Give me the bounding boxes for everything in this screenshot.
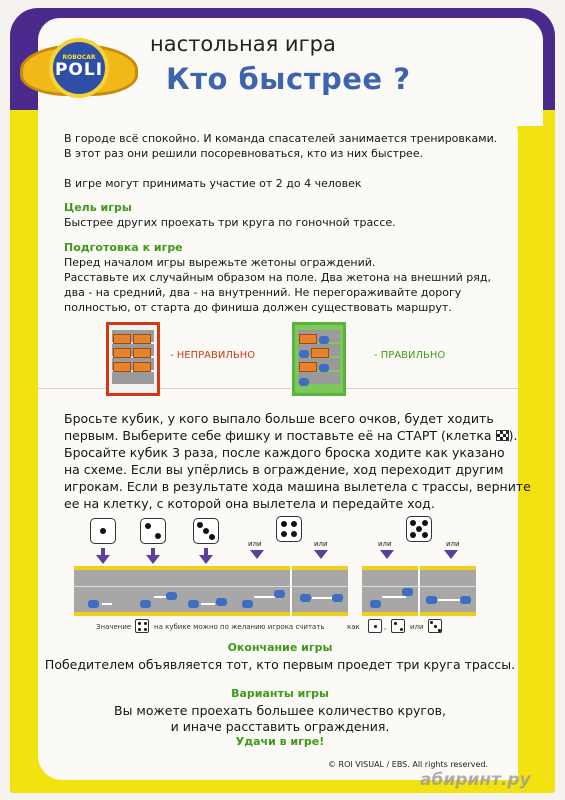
or-label: или [248, 540, 262, 548]
goal-heading: Цель игры [64, 201, 132, 214]
die-2-small-icon [391, 619, 405, 633]
track-row [298, 358, 340, 370]
barrier-token [299, 334, 317, 344]
board-wrong-example [106, 322, 160, 396]
dice-note-prefix: Значение [96, 623, 132, 631]
rules-line-with-flag [64, 427, 517, 444]
die-5-icon [406, 516, 432, 542]
end-heading: Окончание игры [227, 641, 333, 654]
intro-line-2: В этот раз они решили посоревноваться, кто из них быстрее. [64, 147, 424, 160]
track-row [112, 330, 154, 342]
checkered-flag-icon [496, 430, 509, 441]
barrier-token [113, 334, 131, 344]
board-right-example [292, 322, 346, 396]
arrow-head-icon [146, 555, 160, 564]
logo-name-text: POLI [54, 60, 104, 80]
die-4-icon [276, 516, 302, 542]
track-tile [420, 566, 476, 616]
die-3-icon [193, 518, 219, 544]
track-row [298, 372, 340, 384]
barrier-token [133, 334, 151, 344]
car-icon [299, 350, 309, 358]
die-2-icon [140, 518, 166, 544]
arrow-icon [101, 548, 105, 555]
dice-note-as: как [347, 623, 360, 631]
or-label: или [378, 540, 392, 548]
track-row [112, 358, 154, 370]
track-tile [74, 566, 130, 616]
copyright: © ROI VISUAL / EBS. All rights reserved. [328, 760, 489, 769]
barrier-token [299, 362, 317, 372]
die-1-small-icon [368, 619, 382, 633]
prep-line: два - на средний, два - на внутренний. Не перегораживайте дорогу [64, 286, 462, 299]
rules-line: на схеме. Если вы упёрлись в ограждение, ход переходит другим [64, 462, 504, 477]
arrow-right-icon [444, 550, 458, 559]
arrow-head-icon [199, 555, 213, 564]
car-icon [319, 336, 329, 344]
variants-heading: Варианты игры [231, 687, 329, 700]
rules-line-end: ). [508, 428, 518, 443]
rules-line: игрокам. Если в результате хода машина вылетела с трассы, верните [64, 479, 531, 494]
track-tile [130, 566, 186, 616]
variants-line-1: Вы можете проехать большее количество кругов, [114, 703, 446, 718]
arrow-icon [151, 548, 155, 555]
track-tile [292, 566, 348, 616]
logo-badge [49, 38, 109, 98]
die-4-small-icon [135, 619, 149, 633]
wrong-label: - НЕПРАВИЛЬНО [170, 350, 256, 361]
or-label: или [446, 540, 460, 548]
dice-note-text: на кубике можно по желанию игрока считать [154, 623, 325, 631]
prep-line: полностью, от старта до финиша должен существовать маршрут. [64, 301, 452, 314]
dice-note-or: или [410, 623, 424, 631]
rules-line: Бросайте кубик 3 раза, после каждого броска ходите как указано [64, 445, 505, 460]
die-1-icon [90, 518, 116, 544]
prep-heading: Подготовка к игре [64, 241, 183, 254]
page-subtitle: настольная игра [150, 32, 336, 56]
track-tile [234, 566, 290, 616]
arrow-left-icon [250, 550, 264, 559]
arrow-icon [204, 548, 208, 555]
right-label: - ПРАВИЛЬНО [374, 350, 446, 361]
prep-line: Перед началом игры вырежьте жетоны ограждений. [64, 256, 376, 269]
arrow-head-icon [96, 555, 110, 564]
barrier-token [113, 362, 131, 372]
barrier-token [133, 362, 151, 372]
track-row [112, 344, 154, 356]
die-3-small-icon [428, 619, 442, 633]
page-title: Кто быстрее ? [166, 62, 411, 96]
track-tile [362, 566, 418, 616]
car-icon [319, 364, 329, 372]
barrier-token [113, 348, 131, 358]
arrow-left-icon [380, 550, 394, 559]
track-tile [180, 566, 236, 616]
intro-line-1: В городе всё спокойно. И команда спасателей занимается тренировками. [64, 132, 498, 145]
goal-text: Быстрее других проехать три круга по гоночной трассе. [64, 216, 396, 229]
logo-top-text: ROBOCAR [62, 54, 96, 61]
or-label: или [314, 540, 328, 548]
track-row [298, 344, 340, 356]
arrow-right-icon [314, 550, 328, 559]
track-row [298, 330, 340, 342]
car-icon [299, 378, 309, 386]
rules-line: первым. Выберите себе фишку и поставьте её на СТАРТ (клетка [64, 428, 492, 443]
dice-note-comma: , [384, 623, 387, 631]
robocar-poli-logo [20, 36, 138, 114]
barrier-token [133, 348, 151, 358]
watermark: абиринт.ру [420, 770, 531, 790]
variants-line-2: и иначе расставить ограждения. [170, 719, 390, 734]
rules-line: Бросьте кубик, у кого выпало больше всего очков, будет ходить [64, 411, 494, 426]
end-text: Победителем объявляется тот, кто первым проедет три круга трассы. [44, 657, 516, 672]
track-row [112, 372, 154, 384]
barrier-token [311, 348, 329, 358]
prep-line: Расставьте их случайным образом на поле. Два жетона на внешний ряд, [64, 271, 491, 284]
players-count: В игре могут принимать участие от 2 до 4 человек [64, 177, 362, 190]
rules-line: ее на клетку, с которой она вылетела и передайте ход. [64, 496, 435, 511]
good-luck: Удачи в игре! [235, 735, 325, 748]
